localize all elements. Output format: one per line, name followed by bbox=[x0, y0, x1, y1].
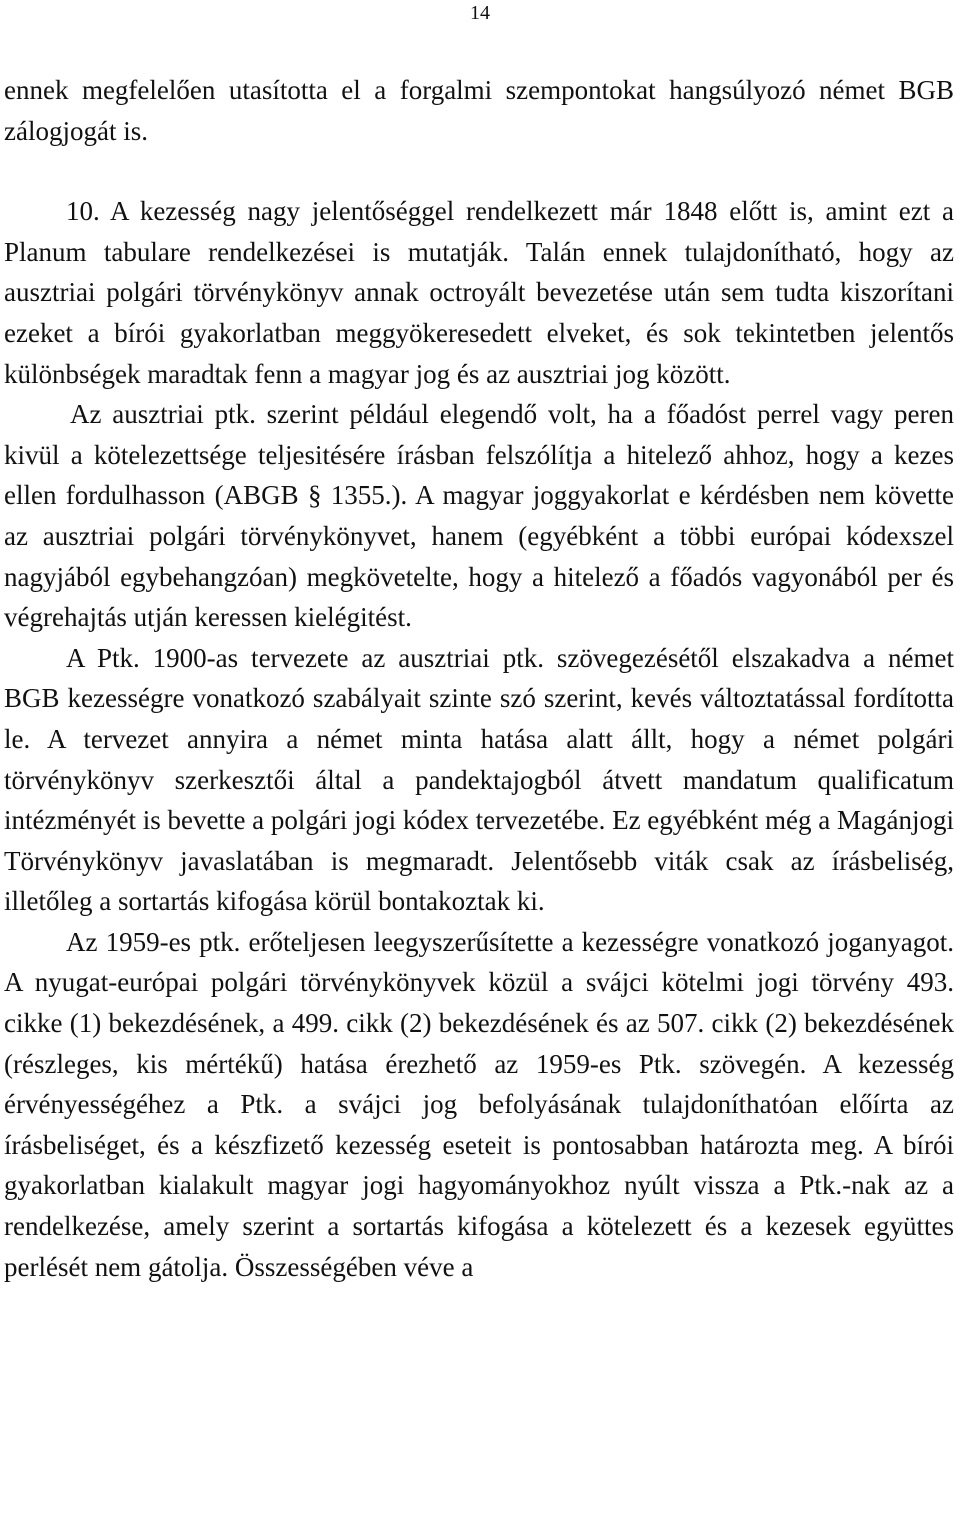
document-body bbox=[4, 70, 954, 1287]
paragraph-1900-draft: A Ptk. 1900-as tervezete az ausztriai ptk. szövegezésétől elszakadva a német BGB kezességre vonatkozó szabályait szinte szó szerint, kevés változtatással fordította le. A tervezet annyira a német minta hatása alatt állt, hogy a német polgári törvénykönyv szerkesztői által a pandektajogból átvett mandatum qualificatum intézményét is bevette a polgári jogi kódex tervezetébe. Ez egyébként még a Magánjogi Törvénykönyv javaslatában is megmaradt. Jelentősebb viták csak az írásbeliség, illetőleg a sortartás kifogása körül bontakoztak ki. bbox=[4, 642, 954, 917]
paragraph-section-10: 10. A kezesség nagy jelentőséggel rendelkezett már 1848 előtt is, amint ezt a Planum tabulare rendelkezései is mutatják. Talán ennek tulajdonítható, hogy az ausztriai polgári törvénykönyv annak octroyált bevezetése után sem tudta kiszorítani ezeket a bírói gyakorlatban meggyökeresedett elveket, és sok tekintetben jelentős különbségek maradtak fenn a magyar jog és az ausztriai jog között. bbox=[4, 196, 954, 389]
paragraph-continuation: ennek megfelelően utasította el a forgalmi szempontokat hangsúlyozó német BGB zálogjogát is. bbox=[4, 75, 954, 146]
paragraph-1959-code: Az 1959-es ptk. erőteljesen leegyszerűsítette a kezességre vonatkozó joganyagot. A nyugat-európai polgári törvénykönyvek közül a svájci kötelmi jogi törvény 493. cikke (1) bekezdésének, a 499. cikk (2) bekezdésének és az 507. cikk (2) bekezdésének (részleges, kis mértékű) hatása érezhető az 1959-es Ptk. szövegén. A kezesség érvényességéhez a Ptk. a svájci jog befolyásának tulajdoníthatóan előírta az írásbeliséget, és a készfizető kezesség eseteit is pontosabban határozta meg. A bírói gyakorlatban kialakult magyar jogi hagyományokhoz nyúlt vissza a Ptk.-nak az a rendelkezése, amely szerint a sortartás kifogása a kötelezett és a kezesek együttes perlését nem gátolja. Összességében véve a bbox=[4, 926, 954, 1282]
paragraph-austrian-code: Az ausztriai ptk. szerint például elegendő volt, ha a főadóst perrel vagy peren kivül a kötelezettsége teljesitésére írásban felszólítja a hitelező ahhoz, hogy a kezes ellen fordulhasson (ABGB § 1355.). A magyar joggyakorlat e kérdésben nem követte az ausztriai polgári törvénykönyvet, hanem (egyébként a többi európai kódexszel nagyjából egybehangzóan) megkövetelte, hogy a hitelező a főadós vagyonából per és végrehajtás utján keressen kielégitést. bbox=[4, 399, 954, 633]
page-number: 14 bbox=[470, 2, 490, 24]
